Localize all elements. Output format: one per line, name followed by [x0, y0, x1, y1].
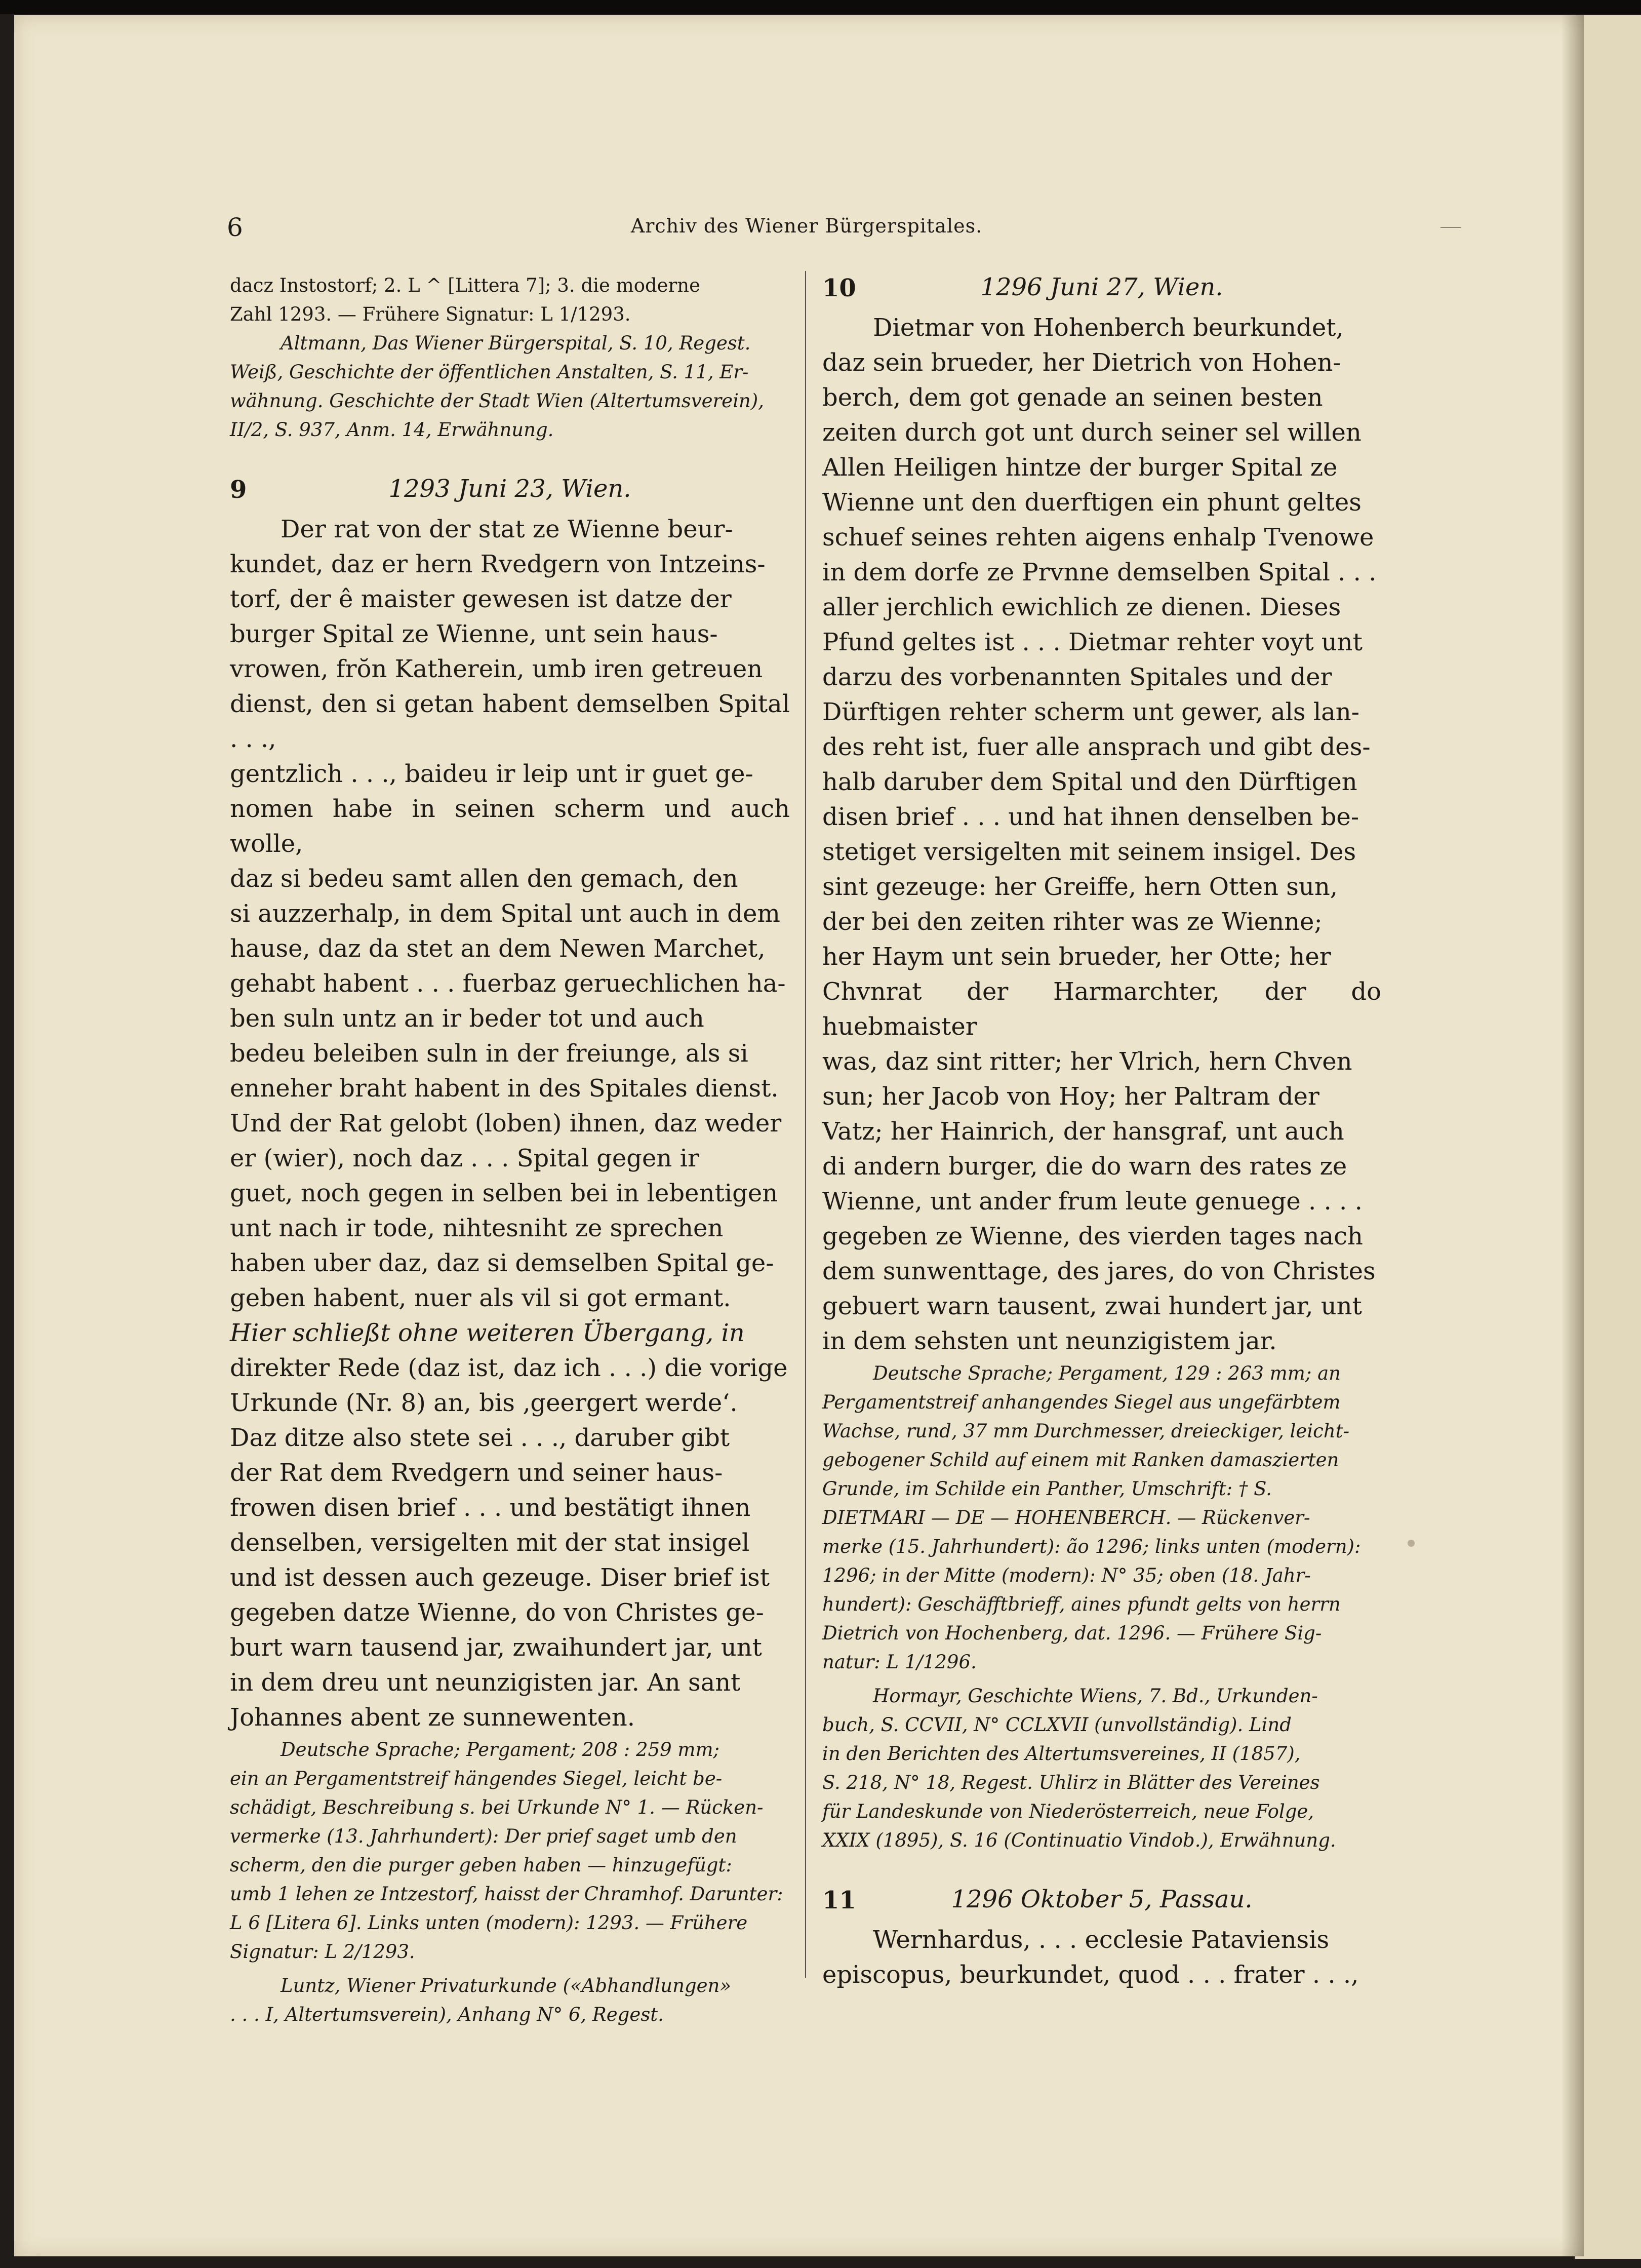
reference-line: XXIX (1895), S. 16 (Continuatio Vindob.), Erwähnung. — [822, 1829, 1336, 1851]
note-line: vermerke (13. Jahrhundert): Der prief saget umb den — [230, 1825, 737, 1847]
paper-spot — [1408, 1540, 1415, 1547]
note-line: Dietrich von Hochenberg, dat. 1296. — Frühere Sig- — [822, 1622, 1322, 1644]
text-line: ben suln untz an ir beder tot und auch — [230, 1004, 704, 1033]
text-line: Wernhardus, . . . ecclesie Pataviensis — [873, 1926, 1330, 1954]
text-line: zeiten durch got unt durch seiner sel willen — [822, 418, 1362, 447]
text-line: direkter Rede (daz ist, daz ich . . .) die vorige — [230, 1354, 788, 1382]
text-line: daz si bedeu samt allen den gemach, den — [230, 865, 738, 893]
entry-number: 9 — [230, 476, 247, 504]
text-line: Der rat von der stat ze Wienne beur- — [281, 515, 733, 543]
entry-date: 1296 Juni 27, Wien. — [980, 273, 1223, 301]
text-line: frowen disen brief . . . und bestätigt ihnen — [230, 1494, 751, 1522]
note-line: merke (15. Jahrhundert): ão 1296; links unten (modern): — [822, 1536, 1361, 1557]
text-line: nomen habe in seinen scherm und auch wolle, — [230, 795, 790, 858]
entry-10-heading — [822, 271, 1381, 310]
text-line: Allen Heiligen hintze der burger Spital ze — [822, 453, 1338, 482]
text-line: dienst, den si getan habent demselben Spital . . ., — [230, 690, 790, 753]
text-line: di andern burger, die do warn des rates ze — [822, 1152, 1347, 1181]
text-line: Daz ditze also stete sei . . ., daruber gibt — [230, 1424, 730, 1452]
text-line: Vatz; her Hainrich, der hansgraf, unt auch — [822, 1117, 1344, 1146]
text-line: gebuert warn tausent, zwai hundert jar, unt — [822, 1292, 1362, 1320]
text-line: Wienne, unt ander frum leute genuege . . . . — [822, 1187, 1363, 1216]
text-line: si auzzerhalp, in dem Spital unt auch in dem — [230, 900, 780, 928]
text-line: her Haym unt sein brueder, her Otte; her — [822, 943, 1331, 971]
spine-shadow — [1561, 15, 1584, 2256]
text-line: berch, dem got genade an seinen besten — [822, 383, 1323, 412]
text-line: in dem dreu unt neunzigisten jar. An sant — [230, 1668, 741, 1697]
text-line: der Rat dem Rvedgern und seiner haus- — [230, 1459, 723, 1487]
reference-line: . . . I, Altertumsverein), Anhang N° 6, Regest. — [230, 2004, 664, 2025]
text-line: daz sein brueder, her Dietrich von Hohen- — [822, 348, 1341, 377]
note-line: Wachse, rund, 37 mm Durchmesser, dreieckiger, leicht- — [822, 1420, 1350, 1442]
entry-10-text — [822, 310, 1381, 1359]
text-line: was, daz sint ritter; her Vlrich, hern Chven — [822, 1047, 1352, 1076]
text-line: episcopus, beurkundet, quod . . . frater . . ., — [822, 1961, 1359, 1989]
text-line: Dürftigen rehter scherm unt gewer, als lan- — [822, 698, 1359, 726]
text-line: kundet, daz er hern Rvedgern von Intzeins- — [230, 550, 766, 578]
note-line: schädigt, Beschreibung s. bei Urkunde N° 1. — Rücken- — [230, 1796, 764, 1818]
reference-line: Altmann, Das Wiener Bürgerspital, S. 10, Regest. — [281, 332, 751, 354]
text-line: hause, daz da stet an dem Newen Marchet, — [230, 934, 766, 963]
note-line: DIETMARI — DE — HOHENBERCH. — Rückenver- — [822, 1507, 1310, 1529]
page-header — [227, 213, 1386, 243]
note-line: Deutsche Sprache; Pergament; 208 : 259 mm; — [281, 1739, 720, 1761]
text-line: des reht ist, fuer alle ansprach und gibt des- — [822, 733, 1371, 761]
reference-line: Weiß, Geschichte der öffentlichen Anstalten, S. 11, Er- — [230, 361, 749, 383]
note-line: Signatur: L 2/1293. — [230, 1941, 415, 1963]
running-title: Archiv des Wiener Bürgerspitales. — [630, 215, 983, 237]
note-line: scherm, den die purger geben haben — hinzugefügt: — [230, 1854, 732, 1876]
text-line: stetiget versigelten mit seinem insigel. Des — [822, 838, 1356, 866]
text-line: disen brief . . . und hat ihnen denselben be- — [822, 803, 1359, 831]
entry-11-heading — [822, 1883, 1381, 1923]
note-line: Grunde, im Schilde ein Panther, Umschrift: † S. — [822, 1478, 1272, 1500]
entry-10-notes — [822, 1359, 1381, 1855]
reference-line: S. 218, N° 18, Regest. Uhlirz in Blätter des Vereines — [822, 1772, 1320, 1793]
header-rule — [1440, 227, 1461, 228]
entry-9-heading — [230, 473, 790, 512]
note-line: hundert): Geschäfftbrieff, aines pfundt gelts von herrn — [822, 1593, 1341, 1615]
text-line: gegeben datze Wienne, do von Christes ge- — [230, 1598, 764, 1627]
entry-date: 1296 Oktober 5, Passau. — [951, 1885, 1253, 1913]
text-line: dem sunwenttage, des jares, do von Christes — [822, 1257, 1376, 1285]
text-line: Dietmar von Hohenberch beurkundet, — [873, 314, 1344, 342]
note-line: L 6 [Litera 6]. Links unten (modern): 1293. — Frühere — [230, 1912, 748, 1934]
reference-line: in den Berichten des Altertumsvereines, II (1857), — [822, 1743, 1301, 1765]
text-line: haben uber daz, daz si demselben Spital ge- — [230, 1249, 774, 1277]
text-line: bedeu beleiben suln in der freiunge, als si — [230, 1039, 748, 1068]
text-line: vrowen, frŏn Katherein, umb iren getreuen — [230, 655, 763, 683]
top-dark-band — [0, 0, 1641, 14]
text-line: denselben, versigelten mit der stat insigel — [230, 1529, 750, 1557]
text-line: enneher braht habent in des Spitales dienst. — [230, 1074, 779, 1103]
text-line: gentzlich . . ., baideu ir leip unt ir guet ge- — [230, 760, 753, 788]
text-line: unt nach ir tode, nihtesniht ze sprechen — [230, 1214, 724, 1242]
right-column — [822, 271, 1381, 1992]
note-line: Deutsche Sprache; Pergament, 129 : 263 mm; an — [873, 1362, 1341, 1384]
entry-number: 11 — [822, 1886, 856, 1914]
text-line: burger Spital ze Wienne, unt sein haus- — [230, 620, 718, 648]
text-line: gegeben ze Wienne, des vierden tages nach — [822, 1222, 1363, 1250]
left-column — [230, 271, 790, 2029]
text-line: sun; her Jacob von Hoy; her Paltram der — [822, 1082, 1319, 1111]
text-line: gehabt habent . . . fuerbaz geruechlichen ha- — [230, 969, 786, 998]
reference-line: buch, S. CCVII, N° CCLXVII (unvollständig). Lind — [822, 1714, 1292, 1736]
text-line: geben habent, nuer als vil si got ermant. — [230, 1284, 731, 1312]
text-line: halb daruber dem Spital und den Dürftigen — [822, 768, 1357, 796]
text-line: Urkunde (Nr. 8) an, bis ‚geergert werde‘. — [230, 1389, 738, 1417]
text-line: Hier schließt ohne weiteren Übergang, in — [230, 1319, 745, 1347]
note-line: ein an Pergamentstreif hängendes Siegel, leicht be- — [230, 1768, 723, 1789]
text-line: Und der Rat gelobt (loben) ihnen, daz weder — [230, 1109, 782, 1138]
reference-line: Hormayr, Geschichte Wiens, 7. Bd., Urkunden- — [873, 1685, 1318, 1707]
text-line: er (wier), noch daz . . . Spital gegen ir — [230, 1144, 699, 1172]
reference-line: II/2, S. 937, Anm. 14, Erwähnung. — [230, 419, 554, 441]
note-line: umb 1 lehen ze Intzestorf, haisst der Chramhof. Darunter: — [230, 1883, 783, 1905]
top-note — [230, 271, 790, 444]
note-line: gebogener Schild auf einem mit Ranken damaszierten — [822, 1449, 1339, 1471]
text-line: sint gezeuge: her Greiffe, hern Otten sun, — [822, 873, 1338, 901]
entry-9-text — [230, 512, 790, 1735]
text-line: in dem sehsten unt neunzigistem jar. — [822, 1327, 1277, 1355]
text-line: guet, noch gegen in selben bei in lebentigen — [230, 1179, 778, 1207]
reference-line: Luntz, Wiener Privaturkunde («Abhandlungen» — [281, 1975, 732, 1997]
entry-11-text — [822, 1923, 1381, 1992]
text-line: torf, der ê maister gewesen ist datze der — [230, 585, 732, 613]
text-line: Wienne unt den duerftigen ein phunt geltes — [822, 488, 1362, 517]
text-line: Johannes abent ze sunnewenten. — [230, 1703, 635, 1732]
reference-line: wähnung. Geschichte der Stadt Wien (Altertumsverein), — [230, 390, 764, 412]
text-line: burt warn tausend jar, zwaihundert jar, unt — [230, 1633, 762, 1662]
page-number: 6 — [227, 213, 243, 242]
reference-line: für Landeskunde von Niederösterreich, neue Folge, — [822, 1801, 1314, 1822]
note-line: 1296; in der Mitte (modern): N° 35; oben (18. Jahr- — [822, 1565, 1311, 1586]
text-line: schuef seines rehten aigens enhalp Tvenowe — [822, 523, 1374, 552]
text-line: aller jerchlich ewichlich ze dienen. Dieses — [822, 593, 1341, 621]
note-line: natur: L 1/1296. — [822, 1651, 977, 1673]
entry-number: 10 — [822, 274, 856, 302]
text-line: Chvnrat der Harmarchter, der do huebmaister — [822, 977, 1381, 1041]
column-divider — [805, 271, 806, 1978]
entry-9-notes — [230, 1735, 790, 2029]
text-line: darzu des vorbenannten Spitales und der — [822, 663, 1332, 691]
note-line: Zahl 1293. — Frühere Signatur: L 1/1293. — [230, 303, 631, 325]
entry-date: 1293 Juni 23, Wien. — [388, 475, 631, 503]
text-line: in dem dorfe ze Prvnne demselben Spital . . . — [822, 558, 1377, 586]
text-line: der bei den zeiten rihter was ze Wienne; — [822, 908, 1323, 936]
text-line: und ist dessen auch gezeuge. Diser brief ist — [230, 1563, 770, 1592]
note-line: Pergamentstreif anhangendes Siegel aus ungefärbtem — [822, 1391, 1341, 1413]
note-line: dacz Instostorf; 2. L ^ [Littera 7]; 3. die moderne — [230, 275, 700, 296]
text-line: Pfund geltes ist . . . Dietmar rehter voyt unt — [822, 628, 1363, 656]
